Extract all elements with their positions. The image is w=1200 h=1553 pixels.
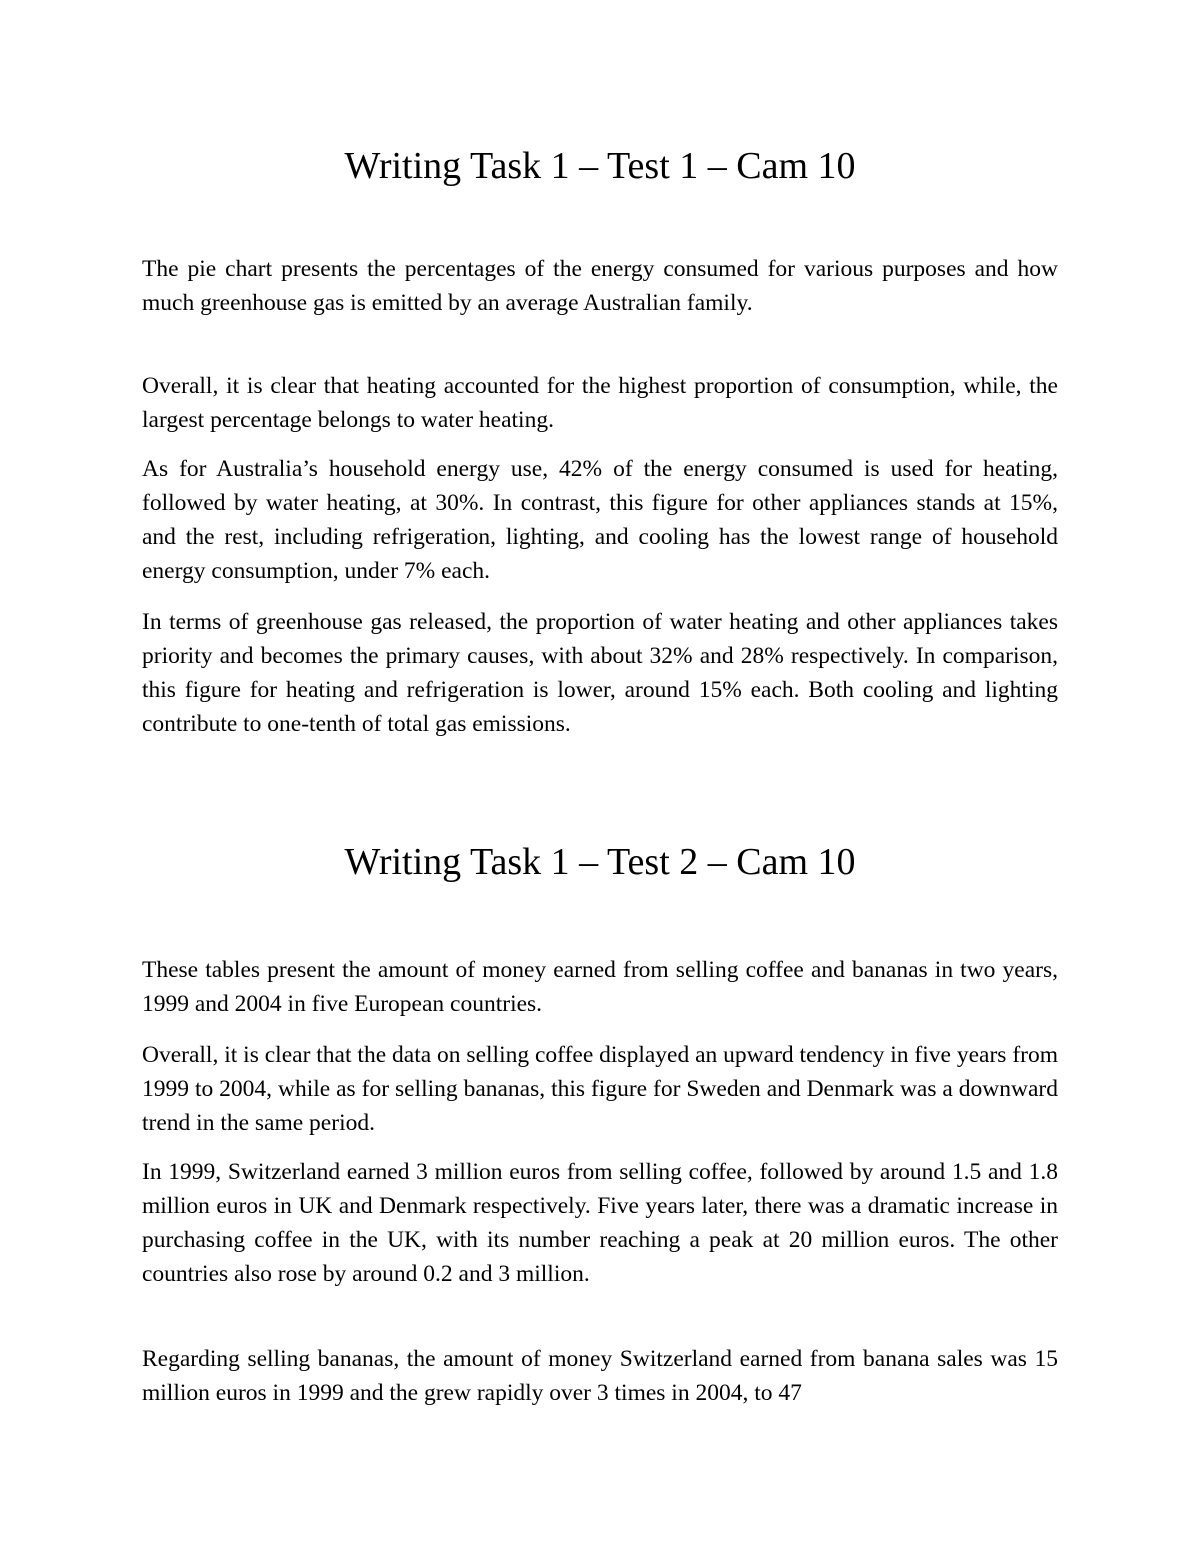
section-2-paragraph-4: Regarding selling bananas, the amount of money Switzerland earned from banana sales was 15 million euros in 1999 and the grew rapidly over 3 times in 2004, to 47 <box>142 1346 1058 1406</box>
section-2-paragraph-2: Overall, it is clear that the data on selling coffee displayed an upward tendency in five years from 1999 to 2004, while as for selling bananas, this figure for Sweden and Denmark was a downward trend in the same period. <box>142 1042 1058 1136</box>
section-2-paragraph-1: These tables present the amount of money earned from selling coffee and bananas in two years, 1999 and 2004 in five European countries. <box>142 957 1058 1017</box>
section-1-paragraph-1: The pie chart presents the percentages of the energy consumed for various purposes and how much greenhouse gas is emitted by an average Australian family. <box>142 256 1058 316</box>
section-1-paragraph-3: As for Australia’s household energy use, 42% of the energy consumed is used for heating, followed by water heating, at 30%. In contrast, this figure for other appliances stands at 15%, and the rest, including refrigeration, lighting, and cooling has the lowest range of household energy consumption, under 7% each. <box>142 456 1058 584</box>
section-1-paragraph-2: Overall, it is clear that heating accounted for the highest proportion of consumption, while, the largest percentage belongs to water heating. <box>142 373 1058 433</box>
section-1-paragraph-4: In terms of greenhouse gas released, the proportion of water heating and other appliances takes priority and becomes the primary causes, with about 32% and 28% respectively. In comparison, this figure for heating and refrigeration is lower, around 15% each. Both cooling and lighting contribute to one-tenth of total gas emissions. <box>142 609 1058 737</box>
section-2-title: Writing Task 1 – Test 2 – Cam 10 <box>344 841 856 883</box>
section-1-title: Writing Task 1 – Test 1 – Cam 10 <box>344 145 856 187</box>
section-2-paragraph-3: In 1999, Switzerland earned 3 million euros from selling coffee, followed by around 1.5 and 1.8 million euros in UK and Denmark respectively. Five years later, there was a dramatic increase in purchasing coffee in the UK, with its number reaching a peak at 20 million euros. The other countries also rose by around 0.2 and 3 million. <box>142 1159 1058 1287</box>
